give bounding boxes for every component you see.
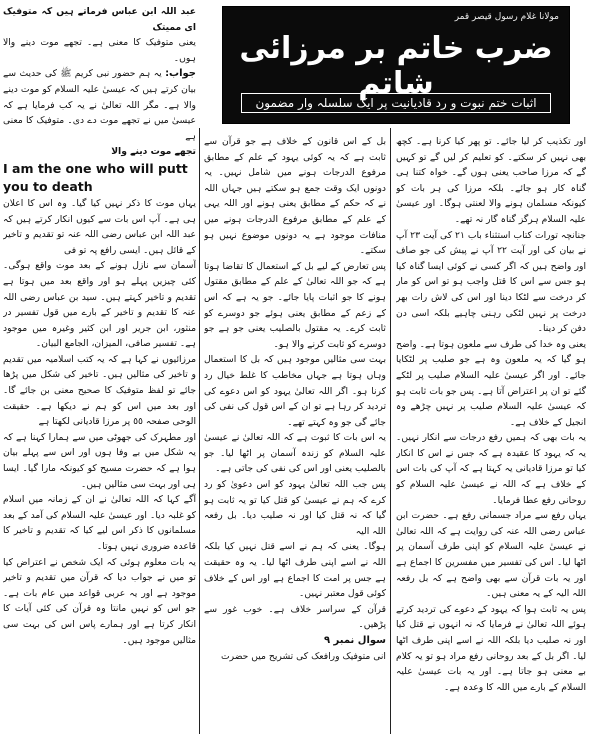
article-subtitle: اثبات ختم نبوت و رد قادیانیت پر ایک سلسلہ وار مضمون <box>241 93 551 113</box>
paragraph: یہاں موت کا ذکر نہیں کیا گیا۔ وہ اس کا اعلان ہی ہے۔ آپ اس بات سے کیوں انکار کرتے ہیں کہ عبد اللہ ابن عباس رضی اللہ عنہ تو تقدیم و تاخیر کے قائل ہیں۔ ایسی رافع پہ تو فی <box>3 197 196 256</box>
column-divider <box>199 128 200 734</box>
text-column-middle <box>204 134 386 736</box>
paragraph: یہ ہم حضور نبی کریم ﷺ کی حدیث سے بیان کرتے ہیں کہ عیسیٰ علیہ السلام کو موت دینے والا ہے۔ مگر اللہ تعالیٰ نے یہ کب فرمایا ہے کہ عیسیٰ میں نے تجھے موت دے دی۔ متوفیک کا معنی ہے <box>3 68 196 142</box>
column-divider <box>390 128 391 734</box>
paragraph: انی متوفیک ورافعک کی تشریح میں حضرت <box>221 650 386 662</box>
paragraph: یعنی وہ خدا کی طرف سے ملعون ہوتا ہے۔ واضح ہو گیا کہ یہ ملعون وہ ہے جو صلیب پر لٹکایا جائے۔ اور اگر عیسیٰ علیہ السلام صلیب پر لٹکے گئے تو ان پر اعتراض آتا ہے۔ پس جو بات ثابت ہو کہ عیسیٰ علیہ السلام صلیب پر نہیں چڑھے وہ انجیل کے خلاف ہے۔ <box>396 338 586 428</box>
paragraph: اور تکذیب کر لیا جائے۔ تو پھر کیا کرنا ہے۔ کچھ بھی نہیں کر سکتے۔ کو تعلیم کر لیں گے تو کہیں گے کہ مرزا صاحب یعنی ہوں گے۔ خواہ کتنا ہی گناہ کار ہو جائے۔ بلکہ مرزا کی ہر بات کو کیونکہ مسلمان ہونے والا لعنتی ہوگا۔ اور عیسیٰ علیہ السلام ہرگز گناہ گار نہ تھے۔ <box>396 136 586 225</box>
paragraph: جنانچہ تورات کتاب استثناء باب ۲۱ کی آیت ۲۳ آپ نے بیان کی اور آیت ۲۲ آپ نے پیش کی جو صاف اور واضح ہیں کہ اگر کسی نے کوئی ایسا گناہ کیا ہو جس سے اس کا قتل واجب ہو تو اس کو مار کر درخت سے لٹکا دینا اور اس کی لاش رات بھر درخت پر نہیں لٹکی رہنی چاہیے بلکہ اسی دن دفن کر دینا۔ <box>396 229 586 335</box>
paragraph: ہوگا۔ یعنی کہ ہم نے اسے قتل نہیں کیا بلکہ اللہ نے اسے اپنی طرف اٹھا لیا۔ یہ وہ حقیقت ہے جس پر امت کا اجماع ہے اور اس کے خلاف کوئی قول معتبر نہیں۔ <box>204 541 386 600</box>
masthead <box>222 6 570 124</box>
paragraph: یہ بات بھی کہ ہمیں رفع درجات سے انکار نہیں۔ یہ کہ یہود کا عقیدہ ہے کہ جس نے اس کا انکار کیا تو مرزا قادیانی یہ کہتا ہے کہ آپ کی بات اس کے خلاف ہے کہ اللہ نے عیسیٰ علیہ السلام کو روحانی رفع عطا فرمایا۔ <box>396 432 586 506</box>
english-quote: I am the one who will putt you to death <box>3 160 188 194</box>
paragraph: یہاں رفع سے مراد جسمانی رفع ہے۔ حضرت ابن عباس رضی اللہ عنہ کی روایت ہے کہ اللہ تعالیٰ نے عیسیٰ علیہ السلام کو اپنی طرف آسمان پر اٹھا لیا۔ اس کی تفسیر میں مفسرین کا اجماع ہے اور یہ بات قرآن سے بھی واضح ہے کہ بل رفعہ اللہ الیہ کے یہ معنی ہیں۔ <box>396 510 586 600</box>
section-heading: سوال نمبر ۹ <box>323 635 386 646</box>
text-column-right <box>396 134 586 736</box>
text-column-left <box>3 4 196 736</box>
article-title: ضرب خاتم بر مرزائی شاتم <box>239 31 553 101</box>
paragraph: آسمان سے نازل ہونے کے بعد موت واقع ہوگی۔ کئی چیزیں پہلے ہو اور واقع بعد میں ہوتا ہے تقدیم و تاخیر کہتے ہیں۔ سید بن عباس رضی اللہ عنہ کا تقدیم و تاخیر کے بارے میں قول تفسیر در منثور، ابن جریر اور ابن کثیر وغیرہ میں موجود ہے۔ تفسیر صافی، المیزان، الجامع البیان۔ <box>3 260 196 350</box>
paragraph: مرزائیوں نے کہا ہے کہ یہ کتب اسلامیہ میں تقدیم و تاخیر کی مثالیں ہیں۔ تاخیر کی شکل میں پڑھا جائے تو لفظ متوفیک کا صحیح معنی بن جائے گا۔ اور بعد میں اس کو ہم نے دیکھا ہے۔ حقیقت الوحی صفحہ ٥٥ پر مرزا قادیانی لکھتا ہے <box>3 353 196 428</box>
jawab-label: جواب: <box>165 68 196 80</box>
paragraph: آگے کہا کہ اللہ تعالیٰ نے ان کے زمانہ میں اسلام کو غلبہ دیا۔ اور عیسیٰ علیہ السلام کی آمد کے بعد مسلمانوں کا ذکر اس لیے کیا کہ تقدیم و تاخیر کا قاعدہ ضروری نہیں ہوتا۔ <box>3 494 196 552</box>
author-name: مولانا غلام رسول قیصر قمر <box>454 12 559 22</box>
paragraph: قرآن کے سراسر خلاف ہے۔ خوب غور سے پڑھیں۔ <box>204 603 386 631</box>
paragraph: یعنی متوفیک کا معنی ہے۔ تجھے موت دینے والا ہوں۔ <box>3 37 196 64</box>
paragraph: عبد اللہ ابن عباس فرماتے ہیں کہ متوفیک ای ممیتک <box>3 6 196 33</box>
paragraph: یہ اس بات کا ثبوت ہے کہ اللہ تعالیٰ نے عیسیٰ علیہ السلام کو زندہ آسمان پر اٹھا لیا۔ جو بالصلیب یعنی اور اس کی نفی کی جاتی ہے۔ <box>204 432 386 475</box>
paragraph: تجھے موت دینے والا <box>111 146 196 158</box>
paragraph: اور مطہرک کی جھوٹی میں سے ہمارا کہنا ہے کہ یہ شکل میں بے وفا ہوں اور اس سے پہلے بیان ہوا ہے کہ حضرت مسیح کو کیونکہ مارا گیا۔ ایسا ہی اور بہت سی مثالیں ہیں۔ <box>3 431 196 490</box>
paragraph: پس جب اللہ تعالیٰ یہود کو اس دعویٰ کو رد کرے کہ ہم نے عیسیٰ کو قتل کیا تو یہ ثابت ہو گیا کہ نہ قتل کیا اور نہ صلیب دیا۔ بل رفعہ اللہ الیہ <box>204 479 386 537</box>
paragraph: پس یہ ثابت ہوا کہ یہود کے دعوے کی تردید کرتے ہوئے اللہ تعالیٰ نے فرمایا کہ نہ انہوں نے قتل کیا اور نہ صلیب دیا بلکہ اللہ نے اسے اپنی طرف اٹھا لیا۔ اگر بل کے بعد روحانی رفع مراد ہو تو یہ کلام بے معنی ہو جاتا ہے۔ اور یہ بات عیسیٰ علیہ السلام کے بارے میں اللہ کا وعدہ ہے۔ <box>396 603 586 693</box>
paragraph: بہت سی مثالیں موجود ہیں کہ بل کا استعمال وہاں ہوتا ہے جہاں مخاطب کا غلط خیال رد کرنا ہو۔ اگر اللہ تعالیٰ یہود کو اس دعوے کی تردید کر رہا ہے تو ان کے اس قول کی نفی کی جائے گی جو وہ کہتے تھے۔ <box>204 354 386 428</box>
paragraph: بل کے اس قانون کے خلاف ہے جو قرآن سے ثابت ہے کہ یہ کوئی یہود کے علم کے مطابق مرفوع الدرجات ہونے میں شامل نہیں۔ یہ دونوں ایک وقت جمع ہو سکتے ہیں جہاں اللہ نے کہ حکم کے مطابق یعنی ہونے اور اللہ یہی کے علم کے مطابق مرفوع الدرجات ہونے میں منافات موجود ہے یہ دونوں موضوع نہیں ہو سکتے۔ <box>204 136 386 257</box>
paragraph: پس تعارض کے لیے بل کے استعمال کا تقاضا ہوتا ہے کہ جو اللہ تعالیٰ کے علم کے مطابق مقتول ہونے کا جو اثبات پایا جائے۔ جو یہ ہے کہ اس کے زعم کے مطابق یعنی ہوئے جو دوسرے کو ثابت کرے۔ یہ مقتول بالصلیب یعنی جو ہے جو دوسرے کو ثابت کرنے والا ہو۔ <box>204 260 386 350</box>
paragraph: یہ بات معلوم ہوئی کہ ایک شخص نے اعتراض کیا تو میں نے جواب دیا کہ قرآن میں تقدیم و تاخیر موجود ہے اور یہ عربی قواعد میں عام بات ہے۔ جو اس کو نہیں مانتا وہ قرآن کی کئی آیات کا انکار کرتا ہے اور ہمارے پاس اس کی بہت سی مثالیں موجود ہیں۔ <box>3 556 196 646</box>
